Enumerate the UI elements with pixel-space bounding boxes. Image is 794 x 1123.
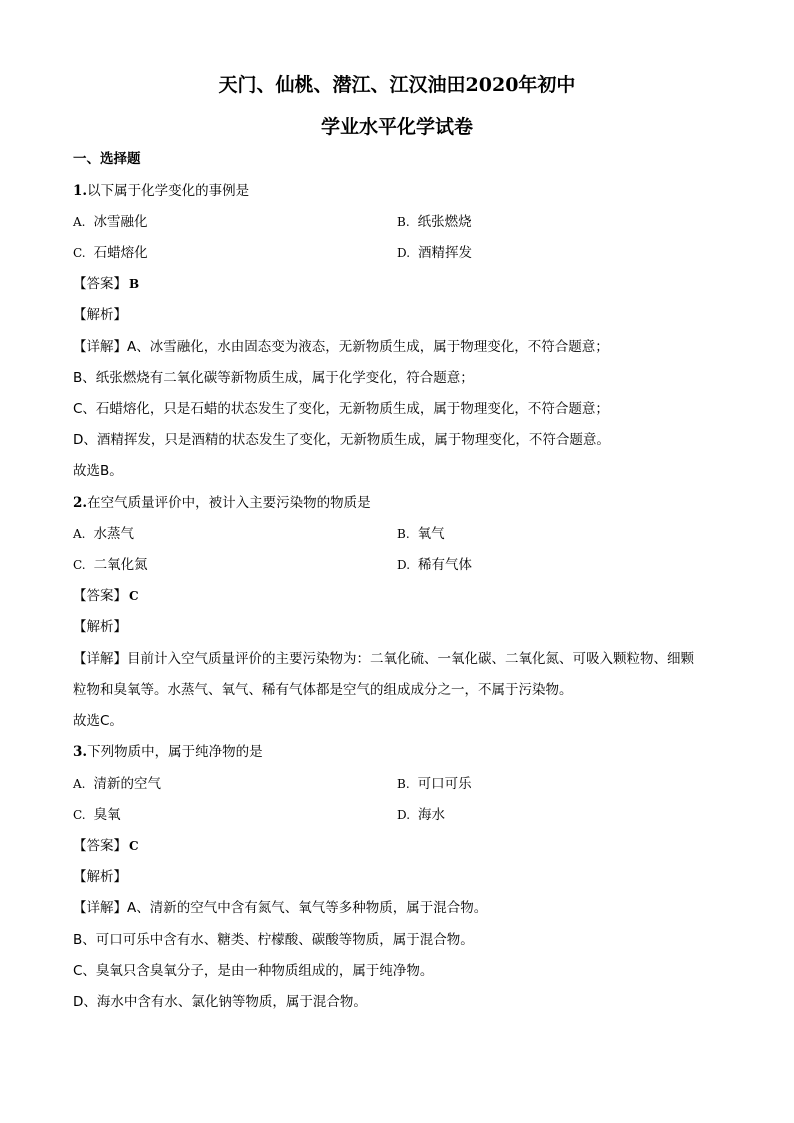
exam-title-line1: 天门、仙桃、潜江、江汉油田2020年初中 — [218, 74, 576, 96]
q1-detail-line: 【详解】A、冰雪融化，水由固态变为液态，无新物质生成，属于物理变化，不符合题意； — [73, 339, 609, 355]
q2-detail-line: 【详解】目前计入空气质量评价的主要污染物为：二氧化硫、一氧化碳、二氧化氮、可吸入颗粒物、细颗 — [73, 651, 694, 667]
question-number: 1. — [73, 183, 88, 199]
q1-detail-line: B、纸张燃烧有二氧化碳等新物质生成，属于化学变化，符合题意； — [73, 370, 474, 386]
q1-analysis-tag: 【解析】 — [73, 307, 127, 323]
q3-option-d: D. 海水 — [397, 807, 446, 823]
q3-answer: 【答案】 C — [73, 838, 139, 854]
q2-detail-line: 粒物和臭氧等。水蒸气、氧气、稀有气体都是空气的组成成分之一，不属于污染物。 — [73, 682, 573, 698]
q3-detail-line: C、臭氧只含臭氧分子，是由一种物质组成的，属于纯净物。 — [73, 963, 434, 979]
q3-option-a: A. 清新的空气 — [73, 776, 161, 792]
question-2-stem — [73, 493, 371, 513]
q3-detail-line: D、海水中含有水、氯化钠等物质，属于混合物。 — [73, 994, 367, 1010]
q1-conclusion: 故选B。 — [73, 463, 123, 479]
q3-analysis-tag: 【解析】 — [73, 869, 127, 885]
question-text: 在空气质量评价中，被计入主要污染物的物质是 — [87, 495, 371, 511]
question-number: 2. — [73, 495, 88, 511]
q2-option-a: A. 水蒸气 — [73, 526, 134, 542]
q2-option-d: D. 稀有气体 — [397, 557, 473, 573]
q2-option-b: B. 氧气 — [397, 526, 445, 542]
q3-detail-line: 【详解】A、清新的空气中含有氮气、氧气等多种物质，属于混合物。 — [73, 900, 488, 916]
q1-detail-line: D、酒精挥发，只是酒精的状态发生了变化，无新物质生成，属于物理变化，不符合题意。 — [73, 432, 610, 448]
q3-option-c: C. 臭氧 — [73, 807, 121, 823]
q1-option-a: A. 冰雪融化 — [73, 214, 148, 230]
q2-conclusion: 故选C。 — [73, 713, 123, 729]
q2-option-c: C. 二氧化氮 — [73, 557, 148, 573]
question-text: 下列物质中，属于纯净物的是 — [87, 744, 263, 760]
exam-title-line2: 学业水平化学试卷 — [320, 116, 473, 138]
q2-analysis-tag: 【解析】 — [73, 619, 127, 635]
q1-option-c: C. 石蜡熔化 — [73, 245, 148, 261]
question-text: 以下属于化学变化的事例是 — [87, 183, 250, 199]
question-3-stem — [73, 742, 263, 762]
q1-option-d: D. 酒精挥发 — [397, 245, 473, 261]
q3-detail-line: B、可口可乐中含有水、糖类、柠檬酸、碳酸等物质，属于混合物。 — [73, 932, 474, 948]
question-number: 3. — [73, 744, 88, 760]
q1-answer: 【答案】 B — [73, 276, 140, 292]
q2-answer: 【答案】 C — [73, 588, 139, 604]
q1-option-b: B. 纸张燃烧 — [397, 214, 472, 230]
q3-option-b: B. 可口可乐 — [397, 776, 472, 792]
question-1-stem — [73, 181, 249, 201]
q1-detail-line: C、石蜡熔化，只是石蜡的状态发生了变化，无新物质生成，属于物理变化，不符合题意； — [73, 401, 609, 417]
section-heading: 一、选择题 — [73, 151, 141, 167]
